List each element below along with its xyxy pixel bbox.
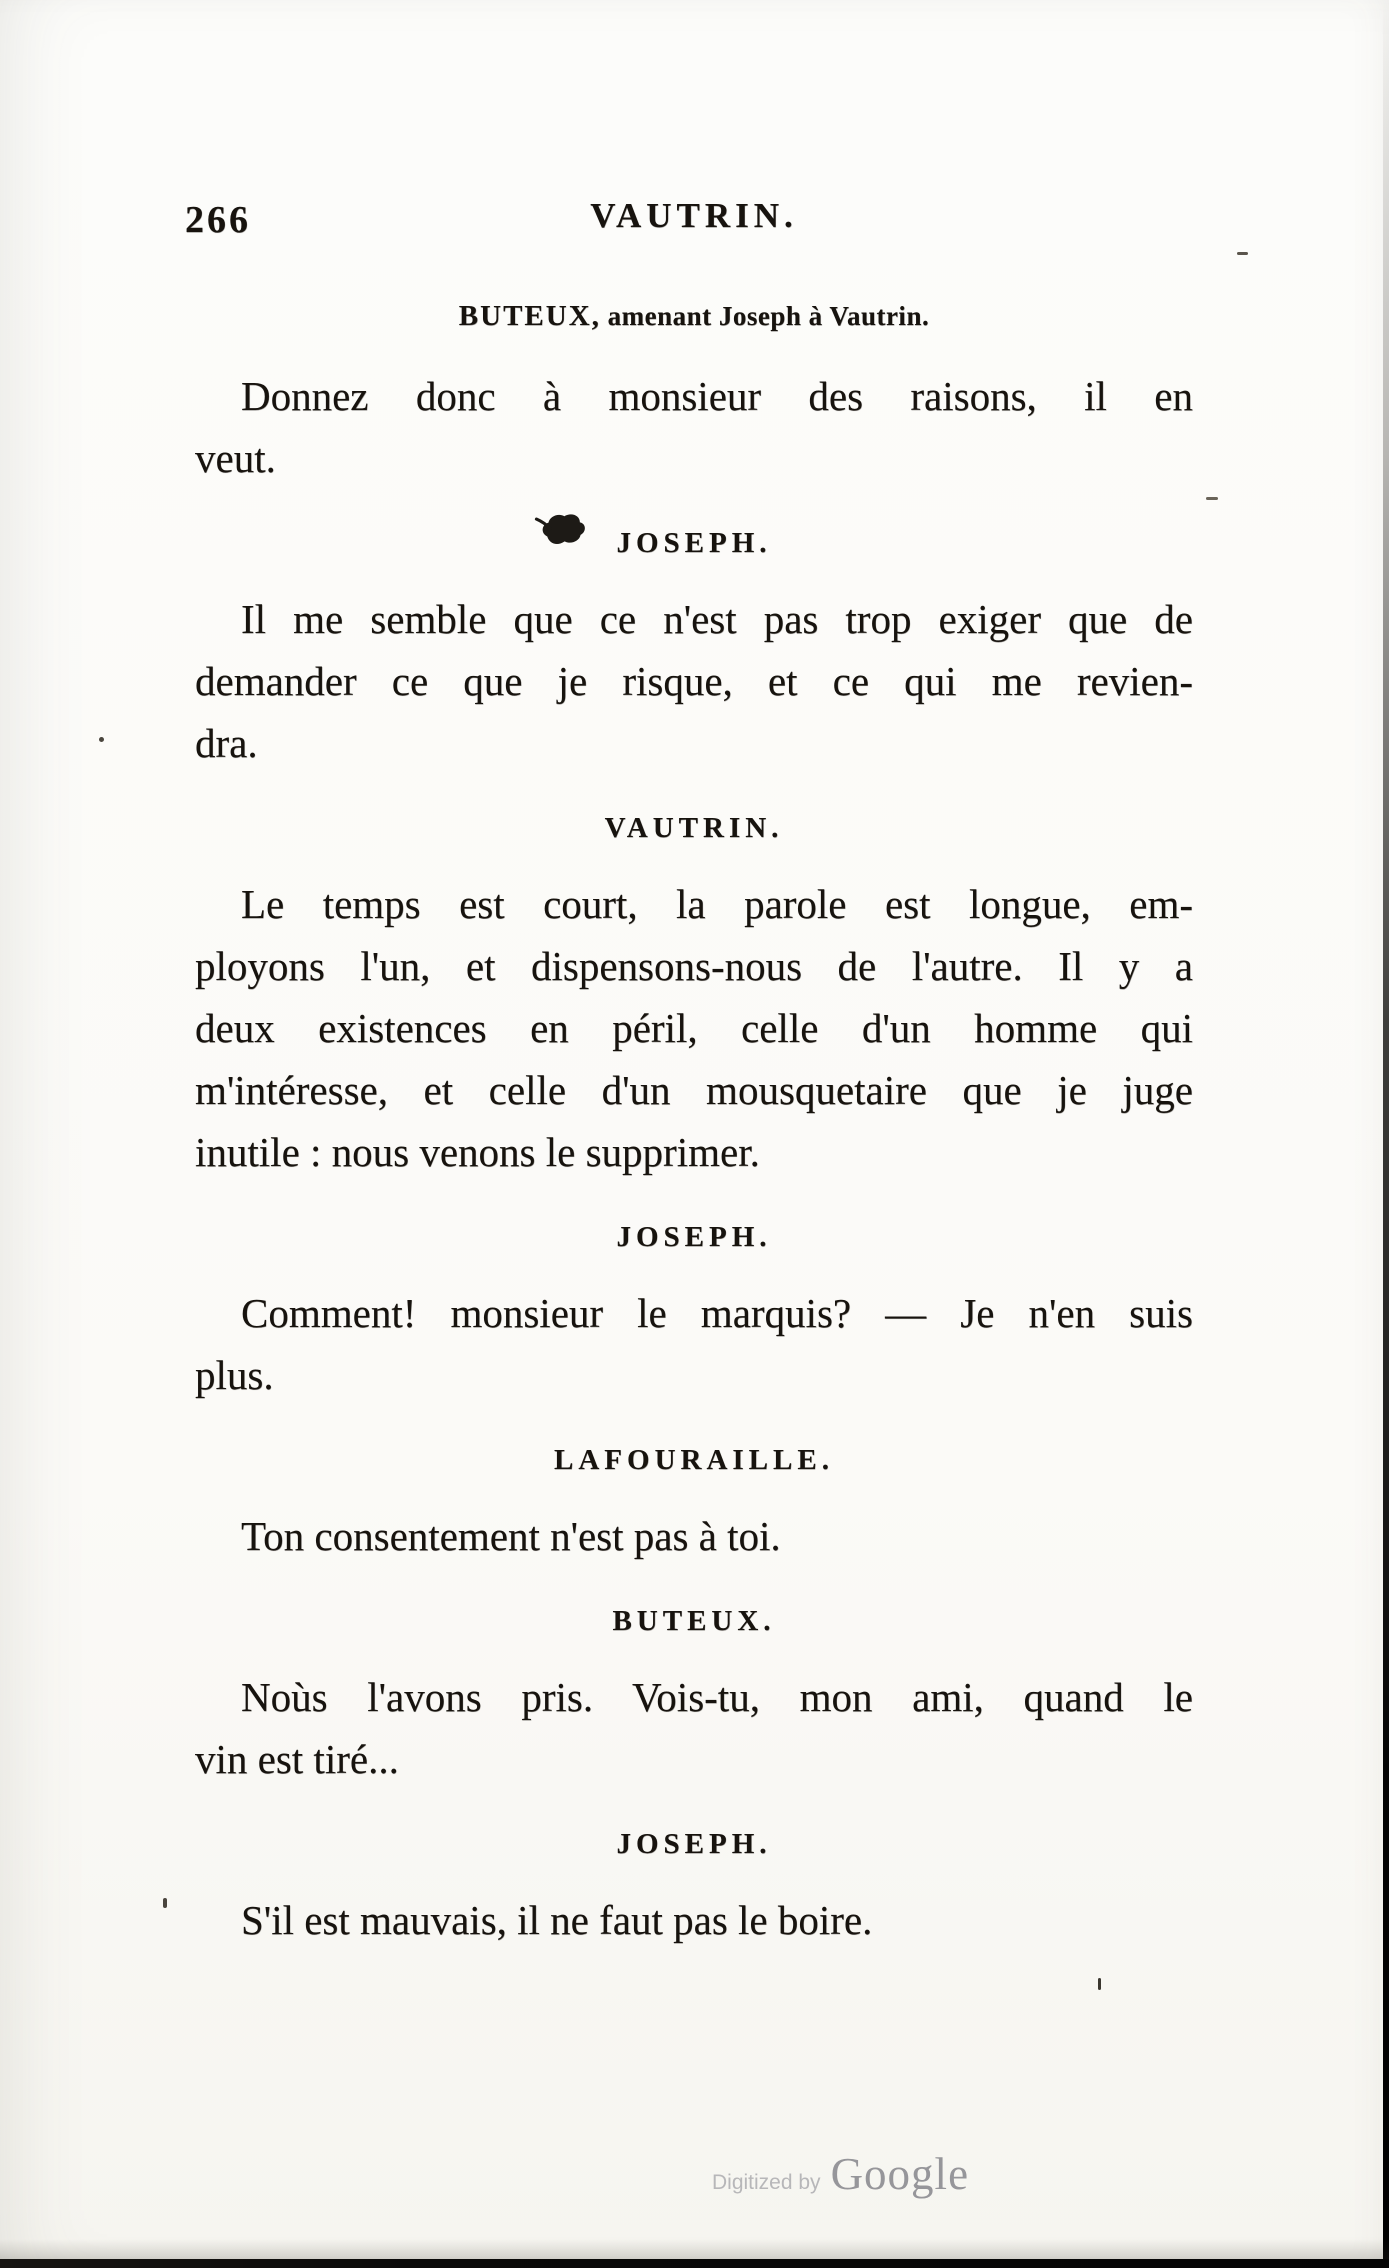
speaker-heading — [195, 1605, 1193, 1638]
speaker-heading — [195, 1828, 1193, 1861]
text-line: veut. — [195, 435, 276, 481]
text-line: ployons l'un, et dispensons-nous de l'autre. Il y a — [195, 943, 1193, 989]
speaker-heading — [195, 1221, 1193, 1254]
dialogue-paragraph — [195, 1282, 1193, 1406]
google-watermark — [712, 2148, 969, 2200]
text-line: Donnez donc à monsieur des raisons, il en — [241, 373, 1193, 419]
text-line: Noùs l'avons pris. Vois-tu, mon ami, quand le — [241, 1674, 1193, 1720]
scan-speck — [1206, 497, 1218, 500]
text-line: inutile : nous venons le supprimer. — [195, 1129, 760, 1175]
page-scan-bottom-edge — [0, 2259, 1389, 2268]
dialogue-paragraph — [195, 588, 1193, 774]
speaker-label: JOSEPH. — [616, 1828, 772, 1860]
speaker-heading — [195, 527, 1193, 560]
page-number: 266 — [185, 199, 251, 241]
text-line: Le temps est court, la parole est longue, em- — [241, 881, 1193, 927]
dialogue-paragraph — [195, 365, 1193, 489]
text-line: dra. — [195, 720, 258, 766]
text-line: deux existences en péril, celle d'un homme qui — [195, 1005, 1193, 1051]
speaker-heading — [195, 812, 1193, 845]
speaker-label: BUTEUX. — [612, 1605, 776, 1637]
text-line: Il me semble que ce n'est pas trop exiger que de — [241, 596, 1193, 642]
speaker-heading — [195, 1444, 1193, 1477]
text-line: Ton consentement n'est pas à toi. — [241, 1513, 781, 1559]
scan-speck — [1237, 252, 1248, 255]
text-line: plus. — [195, 1352, 274, 1398]
dialogue-paragraph — [195, 1889, 1193, 1951]
google-logo: Google — [830, 2149, 970, 2199]
scan-speck — [1098, 1978, 1101, 1990]
stage-direction-speaker: BUTEUX, — [458, 300, 601, 332]
scan-speck — [99, 737, 104, 742]
speaker-label: VAUTRIN. — [604, 812, 784, 844]
text-line: S'il est mauvais, il ne faut pas le boire. — [241, 1897, 873, 1943]
speaker-label: JOSEPH. — [616, 527, 772, 559]
text-line: vin est tiré... — [195, 1736, 399, 1782]
scan-speck — [163, 1898, 167, 1908]
watermark-prefix: Digitized by — [712, 2171, 821, 2194]
ink-blot-stain-icon — [534, 507, 592, 550]
page-scan-right-edge — [1383, 0, 1389, 2268]
dialogue-paragraph — [195, 1666, 1193, 1790]
speaker-label: JOSEPH. — [616, 1221, 772, 1253]
speaker-label: LAFOURAILLE. — [554, 1444, 834, 1476]
dialogue-paragraph — [195, 873, 1193, 1183]
page-scan-bottom-shade — [0, 2239, 1389, 2259]
dialogue-paragraph — [195, 1505, 1193, 1567]
book-page-content — [185, 196, 1193, 1951]
running-title: VAUTRIN. — [590, 196, 798, 235]
page-header — [185, 196, 1193, 250]
text-line: Comment! monsieur le marquis? — Je n'en suis — [241, 1290, 1193, 1336]
stage-direction-text: amenant Joseph à Vautrin. — [607, 301, 930, 331]
stage-direction — [195, 300, 1193, 333]
text-line: demander ce que je risque, et ce qui me revien- — [195, 658, 1193, 704]
text-line: m'intéresse, et celle d'un mousquetaire que je juge — [195, 1067, 1193, 1113]
